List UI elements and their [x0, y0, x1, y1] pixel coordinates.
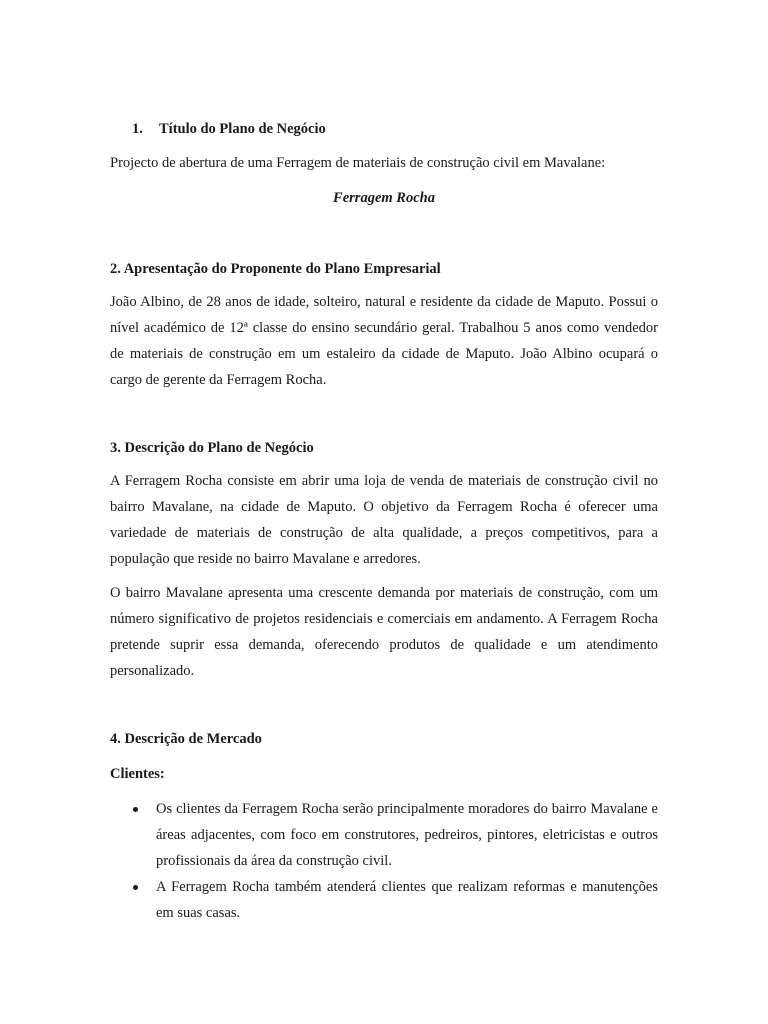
clients-list	[110, 796, 658, 926]
business-name: Ferragem Rocha	[333, 190, 435, 206]
section-2-heading: 2. Apresentação do Proponente do Plano Empresarial	[110, 261, 441, 277]
list-item-text: Os clientes da Ferragem Rocha serão principalmente moradores do bairro Mavalane e áreas adjacentes, com foco em construtores, pedreiros, pintores, eletricistas e outros profissionais da área da construção civil.	[156, 801, 658, 869]
bullet-icon	[133, 807, 138, 812]
section-4-heading: 4. Descrição de Mercado	[110, 731, 262, 747]
list-item	[110, 874, 658, 926]
section-1-title: Título do Plano de Negócio	[159, 121, 326, 137]
list-item-text: A Ferragem Rocha também atenderá clientes que realizam reformas e manutenções em suas casas.	[156, 879, 658, 921]
section-1-intro: Projecto de abertura de uma Ferragem de materiais de construção civil em Mavalane:	[110, 155, 606, 171]
section-3-paragraph-1: A Ferragem Rocha consiste em abrir uma loja de venda de materiais de construção civil no bairro Mavalane, na cidade de Maputo. O objetivo da Ferragem Rocha é oferecer uma variedade de materiais de construção de alta qualidade, a preços competitivos, para a população que reside no bairro Mavalane e arredores.	[110, 473, 658, 567]
section-1-number: 1.	[132, 121, 143, 137]
document-page	[110, 0, 658, 1024]
clients-subheading: Clientes:	[110, 766, 165, 782]
section-3-heading: 3. Descrição do Plano de Negócio	[110, 440, 314, 456]
section-2-paragraph: João Albino, de 28 anos de idade, solteiro, natural e residente da cidade de Maputo. Possui o nível académico de 12ª classe do ensino secundário geral. Trabalhou 5 anos como vendedor de materiais de construção em um estaleiro da cidade de Maputo. João Albino ocupará o cargo de gerente da Ferragem Rocha.	[110, 294, 658, 388]
section-1-heading	[132, 121, 326, 138]
bullet-icon	[133, 885, 138, 890]
section-3-paragraph-2: O bairro Mavalane apresenta uma crescente demanda por materiais de construção, com um número significativo de projetos residenciais e comerciais em andamento. A Ferragem Rocha pretende suprir essa demanda, oferecendo produtos de qualidade e um atendimento personalizado.	[110, 585, 658, 679]
list-item	[110, 796, 658, 874]
